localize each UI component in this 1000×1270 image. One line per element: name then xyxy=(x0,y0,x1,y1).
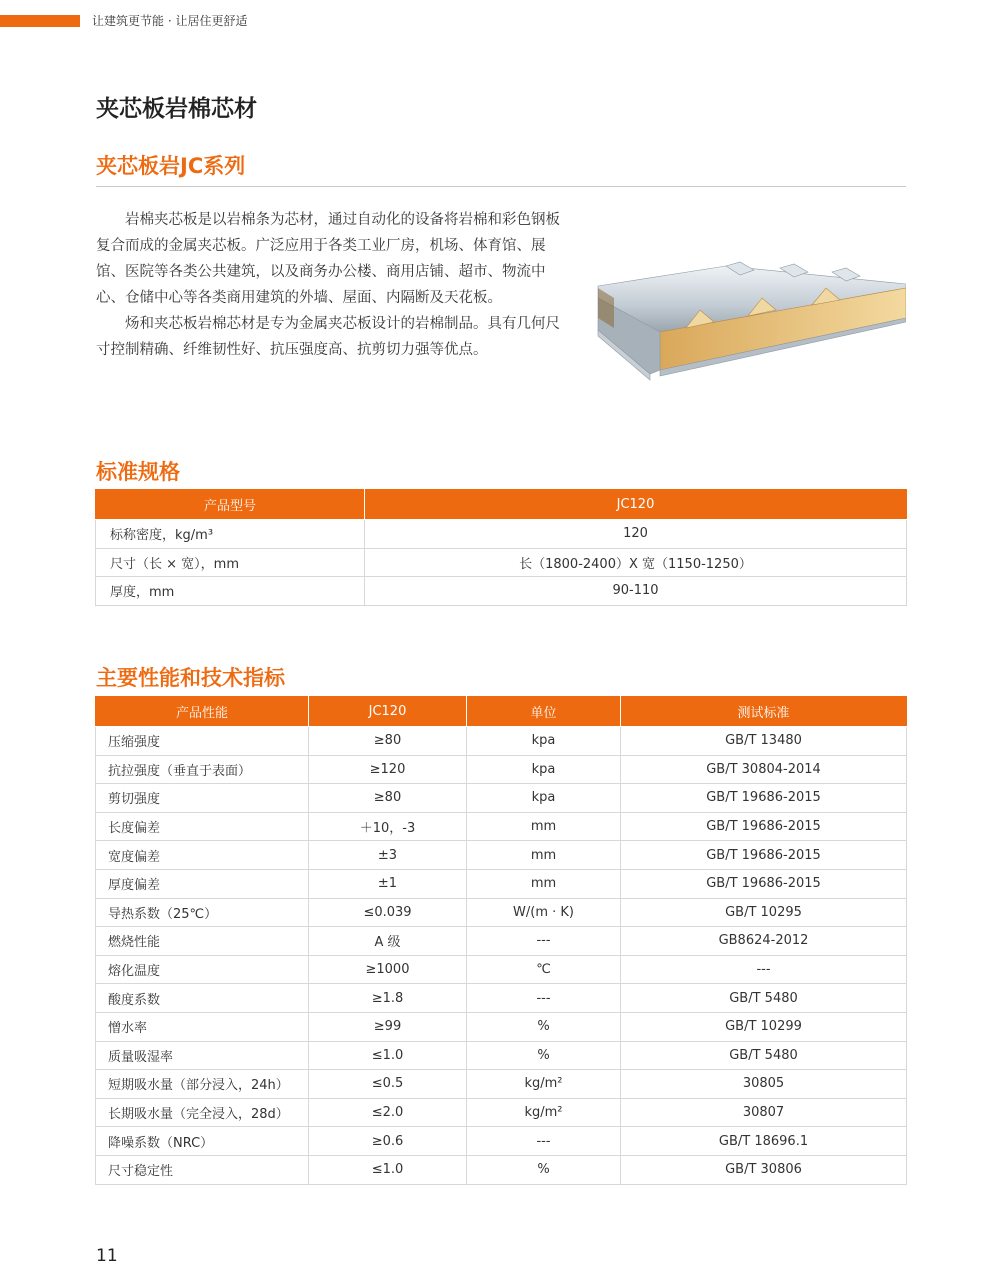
property-unit: % xyxy=(467,1012,621,1041)
test-standard: GB/T 10295 xyxy=(621,898,907,927)
property-unit: kpa xyxy=(467,784,621,813)
table-row xyxy=(96,869,907,898)
table-header-row xyxy=(96,697,907,727)
property-unit: W/(m · K) xyxy=(467,898,621,927)
property-value: ≤0.5 xyxy=(309,1070,467,1099)
property-value: ≥80 xyxy=(309,784,467,813)
performance-title: 主要性能和技术指标 xyxy=(96,666,285,690)
property-name: 导热系数（25℃） xyxy=(96,898,309,927)
property-name: 长期吸水量（完全浸入，28d） xyxy=(96,1098,309,1127)
property-name: 剪切强度 xyxy=(96,784,309,813)
column-header: 产品性能 xyxy=(96,697,309,727)
property-value: ≤0.039 xyxy=(309,898,467,927)
property-unit: mm xyxy=(467,869,621,898)
property-name: 抗拉强度（垂直于表面） xyxy=(96,755,309,784)
column-header: JC120 xyxy=(365,490,907,520)
table-row xyxy=(96,1070,907,1099)
property-unit: kpa xyxy=(467,755,621,784)
table-row xyxy=(96,1155,907,1184)
table-header-row xyxy=(96,490,907,520)
test-standard: GB/T 18696.1 xyxy=(621,1127,907,1156)
test-standard: GB/T 19686-2015 xyxy=(621,869,907,898)
property-value: ≤2.0 xyxy=(309,1098,467,1127)
spec-label: 标称密度，kg/m³ xyxy=(96,520,365,549)
test-standard: GB/T 5480 xyxy=(621,1041,907,1070)
property-unit: --- xyxy=(467,984,621,1013)
page-title: 夹芯板岩棉芯材 xyxy=(96,96,257,122)
property-name: 宽度偏差 xyxy=(96,841,309,870)
property-name: 厚度偏差 xyxy=(96,869,309,898)
property-unit: % xyxy=(467,1155,621,1184)
standard-spec-title: 标准规格 xyxy=(96,460,180,484)
property-name: 熔化温度 xyxy=(96,955,309,984)
table-row xyxy=(96,984,907,1013)
test-standard: 30805 xyxy=(621,1070,907,1099)
table-row xyxy=(96,955,907,984)
property-value: ≥1000 xyxy=(309,955,467,984)
spec-label: 尺寸（长 × 宽），mm xyxy=(96,548,365,577)
table-row xyxy=(96,841,907,870)
property-value: ＋10，-3 xyxy=(309,812,467,841)
table-row xyxy=(96,1041,907,1070)
test-standard: GB/T 10299 xyxy=(621,1012,907,1041)
test-standard: --- xyxy=(621,955,907,984)
table-row xyxy=(96,927,907,956)
table-row xyxy=(96,812,907,841)
table-row xyxy=(96,1127,907,1156)
column-header: 产品型号 xyxy=(96,490,365,520)
property-name: 质量吸湿率 xyxy=(96,1041,309,1070)
test-standard: GB/T 19686-2015 xyxy=(621,841,907,870)
spec-value: 90-110 xyxy=(365,577,907,606)
intro-text xyxy=(96,207,566,363)
table-row xyxy=(96,577,907,606)
property-unit: --- xyxy=(467,927,621,956)
property-unit: % xyxy=(467,1041,621,1070)
intro-paragraph: 岩棉夹芯板是以岩棉条为芯材，通过自动化的设备将岩棉和彩色钢板复合而成的金属夹芯板。广泛应用于各类工业厂房，机场、体育馆、展馆、医院等各类公共建筑，以及商务办公楼、商用店铺、超市、物流中心、仓储中心等各类商用建筑的外墙、屋面、内隔断及天花板。 xyxy=(96,212,560,306)
property-name: 降噪系数（NRC） xyxy=(96,1127,309,1156)
column-header: JC120 xyxy=(309,697,467,727)
property-value: ≥80 xyxy=(309,727,467,756)
standard-spec-table xyxy=(95,489,907,606)
property-name: 燃烧性能 xyxy=(96,927,309,956)
property-value: ±1 xyxy=(309,869,467,898)
test-standard: GB/T 5480 xyxy=(621,984,907,1013)
table-row xyxy=(96,755,907,784)
property-name: 尺寸稳定性 xyxy=(96,1155,309,1184)
test-standard: GB8624-2012 xyxy=(621,927,907,956)
spec-value: 120 xyxy=(365,520,907,549)
intro-paragraph: 炀和夹芯板岩棉芯材是专为金属夹芯板设计的岩棉制品。具有几何尺寸控制精确、纤维韧性好、抗压强度高、抗剪切力强等优点。 xyxy=(96,316,560,358)
property-unit: kg/m² xyxy=(467,1070,621,1099)
test-standard: GB/T 19686-2015 xyxy=(621,784,907,813)
property-unit: kpa xyxy=(467,727,621,756)
sandwich-panel-image xyxy=(590,258,906,390)
property-value: ≥1.8 xyxy=(309,984,467,1013)
property-value: ≥120 xyxy=(309,755,467,784)
spec-value: 长（1800-2400）X 宽（1150-1250） xyxy=(365,548,907,577)
table-row xyxy=(96,784,907,813)
series-title: 夹芯板岩JC系列 xyxy=(96,154,246,178)
column-header: 单位 xyxy=(467,697,621,727)
test-standard: GB/T 19686-2015 xyxy=(621,812,907,841)
test-standard: 30807 xyxy=(621,1098,907,1127)
header-slogan: 让建筑更节能 · 让居住更舒适 xyxy=(92,14,248,28)
property-unit: mm xyxy=(467,812,621,841)
spec-label: 厚度，mm xyxy=(96,577,365,606)
property-name: 短期吸水量（部分浸入，24h） xyxy=(96,1070,309,1099)
property-value: ≥0.6 xyxy=(309,1127,467,1156)
property-name: 憎水率 xyxy=(96,1012,309,1041)
property-name: 酸度系数 xyxy=(96,984,309,1013)
divider xyxy=(96,186,906,187)
test-standard: GB/T 30806 xyxy=(621,1155,907,1184)
page-number: 11 xyxy=(96,1246,118,1266)
table-row xyxy=(96,1012,907,1041)
property-name: 长度偏差 xyxy=(96,812,309,841)
property-value: ≤1.0 xyxy=(309,1155,467,1184)
property-unit: mm xyxy=(467,841,621,870)
table-row xyxy=(96,548,907,577)
column-header: 测试标准 xyxy=(621,697,907,727)
property-unit: kg/m² xyxy=(467,1098,621,1127)
table-row xyxy=(96,898,907,927)
table-row xyxy=(96,1098,907,1127)
property-value: ≤1.0 xyxy=(309,1041,467,1070)
test-standard: GB/T 30804-2014 xyxy=(621,755,907,784)
property-value: ±3 xyxy=(309,841,467,870)
property-unit: --- xyxy=(467,1127,621,1156)
header-accent-bar xyxy=(0,15,80,27)
property-value: A 级 xyxy=(309,927,467,956)
table-row xyxy=(96,727,907,756)
property-name: 压缩强度 xyxy=(96,727,309,756)
property-unit: ℃ xyxy=(467,955,621,984)
table-row xyxy=(96,520,907,549)
test-standard: GB/T 13480 xyxy=(621,727,907,756)
performance-table xyxy=(95,696,907,1185)
property-value: ≥99 xyxy=(309,1012,467,1041)
